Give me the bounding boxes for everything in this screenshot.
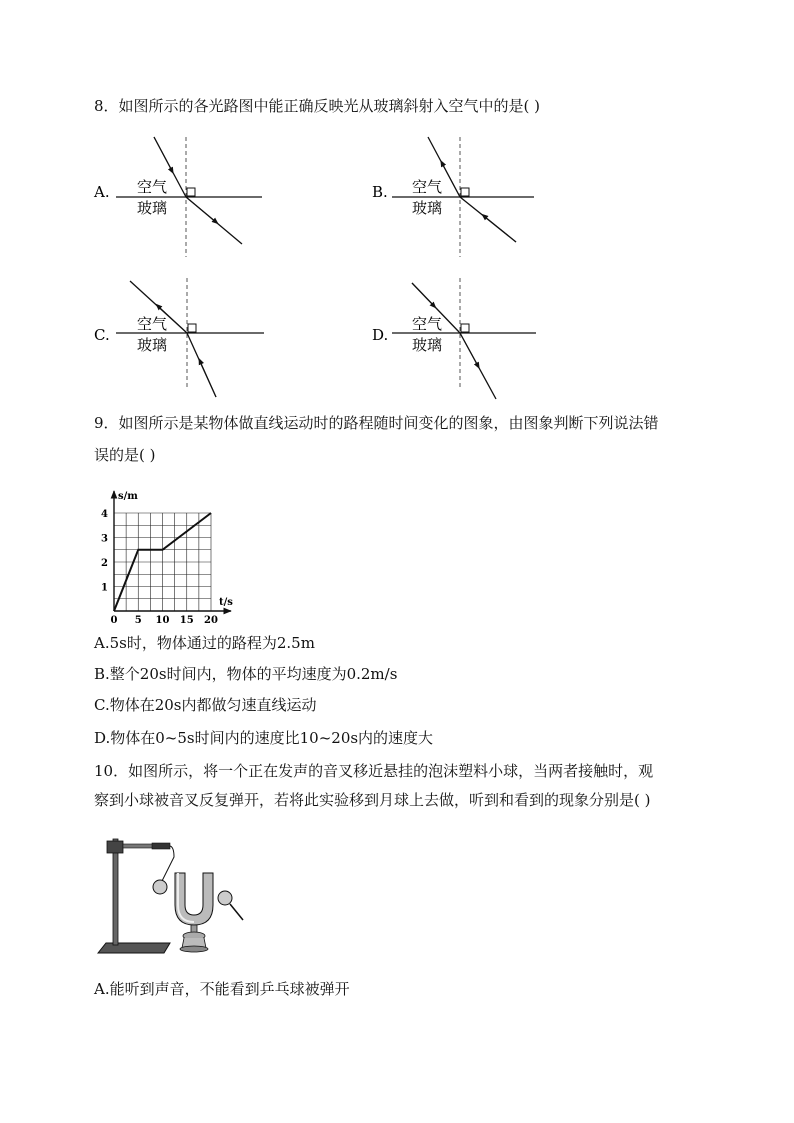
q8-option-b-label: B. [372,183,388,201]
stand-rod [113,839,118,945]
q9-option-d: D.物体在0~5s时间内的速度比10~20s内的速度大 [94,729,434,747]
x-tick-label: 20 [204,615,218,625]
stand-clamp [107,841,123,853]
x-tick-label: 10 [155,615,170,625]
q10-stem-line1: 10．如图所示，将一个正在发声的音叉移近悬挂的泡沫塑料小球，当两者接触时，观 [94,762,654,780]
x-tick-label: 0 [110,615,118,625]
y-tick-label: 3 [101,533,108,545]
q8-a-medium-top: 空气 [137,178,168,196]
q8-diagram-d [372,278,536,399]
q8-diagram-c [94,278,264,397]
foam-ball [153,880,167,894]
chart-ticks [101,509,218,625]
q9-option-b: B.整个20s时间内，物体的平均速度为0.2m/s [94,665,398,683]
striker-handle [230,904,243,920]
x-tick-label: 15 [179,615,194,625]
chart-y-axis-label: s/m [118,491,138,502]
chart-grid [114,513,211,611]
q10-tuning-fork-apparatus [94,825,254,965]
q10-stem-line2: 察到小球被音叉反复弹开，若将此实验移到月球上去做，听到和看到的现象分别是( ) [94,791,651,809]
q8-b-medium-bottom: 玻璃 [412,199,443,217]
q8-option-d-label: D. [372,326,389,344]
x-tick-label: 5 [134,615,142,625]
q8-diagram-a [93,137,262,257]
q8-d-medium-bottom: 玻璃 [412,336,443,354]
q8-option-c-label: C. [94,326,110,344]
y-tick-label: 2 [101,558,108,569]
y-tick-label: 1 [101,582,108,594]
q8-diagram-b [372,137,534,257]
q8-c-medium-bottom: 玻璃 [137,336,168,354]
suspension-string [162,846,174,881]
q8-a-medium-bottom: 玻璃 [137,199,168,217]
stand-base [98,943,170,953]
q8-c-medium-top: 空气 [137,315,168,333]
q8-option-a-label: A. [94,183,110,201]
q9-option-c: C.物体在20s内都做匀速直线运动 [94,696,317,714]
q9-stem-line2: 误的是( ) [94,446,156,464]
q8-b-medium-top: 空气 [412,178,443,196]
striker-ball [218,891,232,905]
q9-st-graph [92,475,252,625]
chart-axes [114,491,231,611]
q9-stem-line1: 9．如图所示是某物体做直线运动时的路程随时间变化的图象，由图象判断下列说法错 [94,414,659,432]
q8-diagrams [0,0,794,400]
chart-x-axis-label: t/s [219,597,233,608]
q8-d-medium-top: 空气 [412,315,443,333]
y-tick-label: 4 [101,509,108,520]
q8-stem: 8．如图所示的各光路图中能正确反映光从玻璃斜射入空气中的是( ) [94,97,541,115]
q9-option-a: A.5s时，物体通过的路程为2.5m [94,634,315,652]
q10-option-a: A.能听到声音，不能看到乒乓球被弹开 [94,980,350,998]
